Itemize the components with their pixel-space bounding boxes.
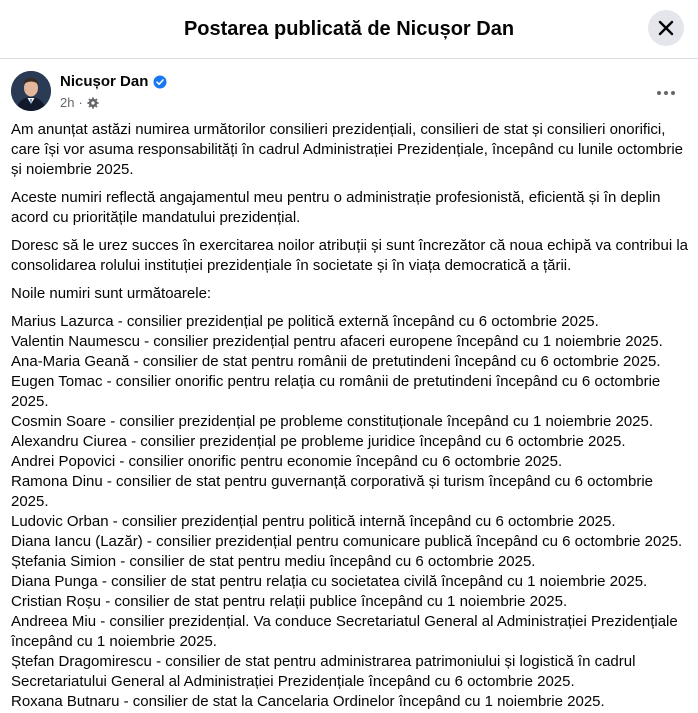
post-paragraph: Noile numiri sunt următoarele:	[11, 285, 212, 302]
meta-separator: ·	[78, 95, 83, 110]
appointment-item: Roxana Butnaru - consilier de stat la Cancelaria Ordinelor începând cu 1 noiembrie 2025.	[11, 693, 605, 710]
more-options-icon	[656, 90, 676, 96]
avatar[interactable]	[11, 71, 51, 111]
appointment-item: Ludovic Orban - consilier prezidențial pentru politică internă începând cu 6 octombrie 2025.	[11, 513, 616, 530]
verified-badge-icon	[153, 75, 167, 89]
appointment-item: Alexandru Ciurea - consilier prezidențial pe probleme juridice începând cu 6 octombrie 2025.	[11, 433, 626, 450]
close-button[interactable]	[648, 10, 684, 46]
author-name[interactable]: Nicușor Dan	[60, 73, 149, 90]
appointment-item: Ana-Maria Geană - consilier de stat pentru românii de pretutindeni începând cu 6 octombrie 2025.	[11, 353, 661, 370]
more-options-button[interactable]	[648, 75, 684, 111]
appointment-item: Ștefania Simion - consilier de stat pentru mediu începând cu 6 octombrie 2025.	[11, 553, 536, 570]
dialog-header	[0, 0, 698, 59]
appointment-item: Cosmin Soare - consilier prezidențial pe probleme constituționale începând cu 1 noiembrie 2025.	[11, 413, 654, 430]
settings-gear-icon[interactable]	[87, 97, 99, 109]
appointment-item: Diana Iancu (Lazăr) - consilier prezidențial pentru comunicare publică începând cu 6 octombrie 2025.	[11, 533, 683, 550]
appointment-item: Ștefan Dragomirescu - consilier de stat pentru administrarea patrimoniului și logistică în cadrul Secretariatului General al Administrației Prezidențiale începând cu 6 octombrie 2025.	[11, 653, 636, 690]
post-paragraph: Am anunțat astăzi numirea următorilor consilieri prezidențiali, consilieri de stat și consilieri onorifici, care își vor asuma responsabilități în cadrul Administrației Prezidențiale, începând cu lunile octombrie și noiembrie 2025.	[11, 121, 684, 178]
appointment-item: Andreea Miu - consilier prezidențial. Va conduce Secretariatul General al Administrației Prezidențiale începând cu 1 noiembrie 2025.	[11, 613, 678, 650]
appointment-item: Cristian Roșu - consilier de stat pentru relații publice începând cu 1 noiembrie 2025.	[11, 593, 568, 610]
appointment-item: Andrei Popovici - consilier onorific pentru economie începând cu 6 octombrie 2025.	[11, 453, 563, 470]
author-line	[60, 73, 167, 90]
appointment-item: Ramona Dinu - consilier de stat pentru guvernanță corporativă și turism începând cu 6 octombrie 2025.	[11, 473, 653, 510]
post-paragraph: Doresc să le urez succes în exercitarea noilor atribuții și sunt încrezător că noua echipă va contribui la consolidarea rolului instituției prezidențiale în societate și în viața democratică a țării.	[11, 237, 688, 274]
appointment-item: Valentin Naumescu - consilier prezidențial pentru afaceri europene începând cu 1 noiembrie 2025.	[11, 333, 663, 350]
close-icon	[656, 18, 676, 38]
post-body	[11, 120, 691, 712]
appointment-item: Diana Punga - consilier de stat pentru relația cu societatea civilă începând cu 1 noiembrie 2025.	[11, 573, 648, 590]
dialog-title: Postarea publicată de Nicușor Dan	[183, 17, 515, 40]
appointment-item: Eugen Tomac - consilier onorific pentru relația cu românii de pretutindeni începând cu 6 octombrie 2025.	[11, 373, 661, 410]
post-meta	[60, 95, 99, 110]
appointment-item: Marius Lazurca - consilier prezidențial pe politică externă începând cu 6 octombrie 2025.	[11, 313, 599, 330]
post-header	[0, 71, 698, 121]
appointments-list	[11, 312, 691, 712]
post-paragraph: Aceste numiri reflectă angajamentul meu pentru o administrație profesionistă, eficientă și în deplin acord cu prioritățile mandatului prezidențial.	[11, 189, 661, 226]
post-time[interactable]: 2h	[60, 95, 75, 110]
